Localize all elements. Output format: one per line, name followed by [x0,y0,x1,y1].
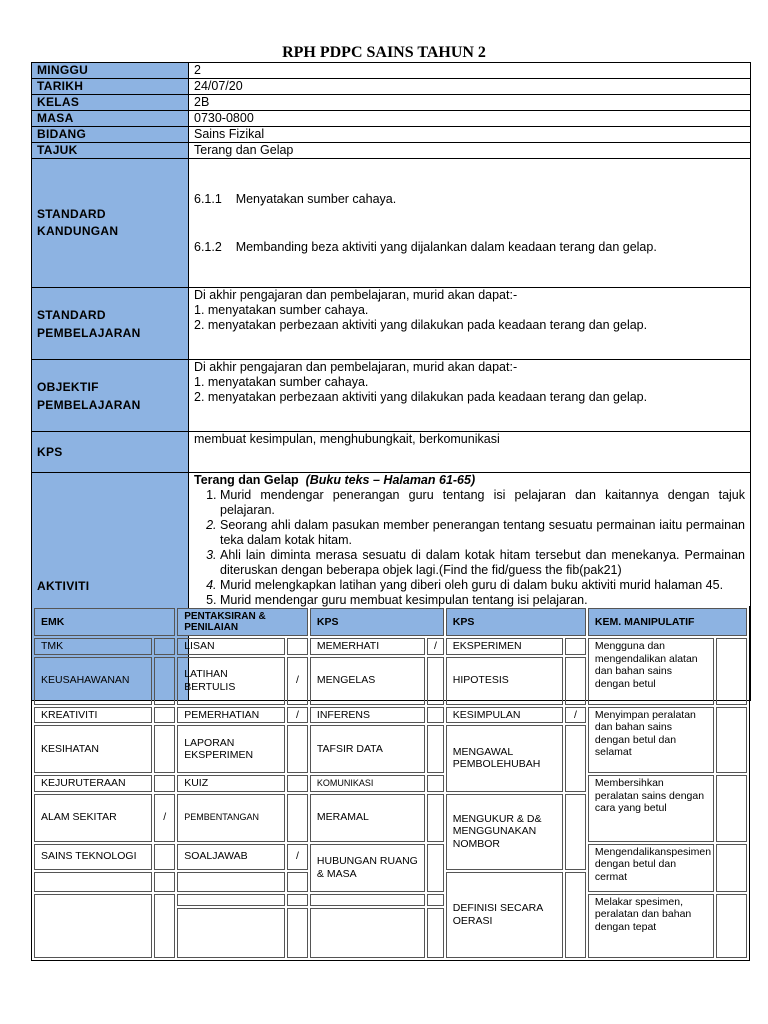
value-kps: membuat kesimpulan, menghubungkait, berkomunikasi [189,432,751,473]
row-objektif [32,360,751,432]
sp-intro: Di akhir pengajaran dan pembelajaran, murid akan dapat:- [194,288,518,302]
manipulatif-check [716,638,748,705]
label-masa: MASA [32,111,189,127]
row-standard-kandungan [32,159,751,288]
assessment-grid [31,606,750,961]
ob-item-1: 1. menyatakan sumber cahaya. [194,375,369,389]
kps1-item: HUBUNGAN RUANG & MASA [310,844,425,892]
grid-header-row [34,608,747,636]
sp-item-1: 1. menyatakan sumber cahaya. [194,303,369,317]
kps1-item [310,908,425,958]
pentaksiran-check [287,908,308,958]
kps2-check [565,872,586,958]
pentaksiran-check [287,894,308,906]
kps1-item: MENGELAS [310,657,425,705]
value-standard-kandungan [189,159,751,288]
emk-check [154,775,175,792]
emk-check [154,725,175,773]
label-standard-kandungan: STANDARD KANDUNGAN [32,159,189,288]
pentaksiran-item: LAPORAN EKSPERIMEN [177,725,285,773]
pentaksiran-check: / [287,844,308,870]
kps2-item: KESIMPULAN [446,707,563,724]
row-masa [32,111,751,127]
row-standard-pembelajaran [32,288,751,360]
manipulatif-check [716,844,748,892]
manipulatif-item: Mengendalikanspesimen dengan betul dan cermat [588,844,714,892]
value-tajuk: Terang dan Gelap [189,143,751,159]
label-objektif: OBJEKTIF PEMBELAJARAN [32,360,189,432]
kps2-check [565,725,586,792]
grid-row [34,844,747,870]
emk-check [154,894,175,958]
kps2-check [565,638,586,655]
aktiviti-reference: (Buku teks – Halaman 61-65) [305,473,476,487]
kps1-check [427,775,444,792]
emk-item: ALAM SEKITAR [34,794,152,842]
value-objektif [189,360,751,432]
pentaksiran-item: PEMERHATIAN [177,707,285,724]
grid-row [34,707,747,724]
value-minggu: 2 [189,63,751,79]
row-bidang [32,127,751,143]
pentaksiran-item: KUIZ [177,775,285,792]
value-kelas: 2B [189,95,751,111]
kps2-check [565,657,586,705]
aktiviti-heading [194,473,745,488]
aktiviti-steps [194,488,745,608]
value-tarikh: 24/07/20 [189,79,751,95]
kps2-item: MENGUKUR & D& MENGGUNAKAN NOMBOR [446,794,563,870]
pentaksiran-item [177,872,285,892]
ob-intro: Di akhir pengajaran dan pembelajaran, murid akan dapat:- [194,360,518,374]
kps1-check [427,707,444,724]
pentaksiran-check: / [287,657,308,705]
kps1-check [427,908,444,958]
kps1-item: MERAMAL [310,794,425,842]
step-5: 5. Murid mendengar guru membuat kesimpulan tentang isi pelajaran. [220,593,745,608]
label-standard-pembelajaran: STANDARD PEMBELAJARAN [32,288,189,360]
sk-line-2: 6.1.2 Membanding beza aktiviti yang dijalankan dalam keadaan terang dan gelap. [194,240,657,254]
label-bidang: BIDANG [32,127,189,143]
pentaksiran-check [287,794,308,842]
header-emk: EMK [34,608,175,636]
pentaksiran-check: / [287,707,308,724]
label-kps: KPS [32,432,189,473]
kps1-check [427,894,444,906]
header-pentaksiran: PENTAKSIRAN & PENILAIAN [177,608,308,636]
row-minggu [32,63,751,79]
pentaksiran-item: LATIHAN BERTULIS [177,657,285,705]
step-2: 2. Seorang ahli dalam pasukan member penerangan tentang sesuatu permainan iaitu permainan teka dalam kotak hitam. [220,518,745,548]
row-kps [32,432,751,473]
emk-item: SAINS TEKNOLOGI [34,844,152,870]
pentaksiran-check [287,725,308,773]
pentaksiran-item [177,894,285,906]
kps1-item: MEMERHATI [310,638,425,655]
row-tajuk [32,143,751,159]
value-standard-pembelajaran [189,288,751,360]
pentaksiran-item: PEMBENTANGAN [177,794,285,842]
manipulatif-item: Melakar spesimen, peralatan dan bahan dengan tepat [588,894,714,958]
pentaksiran-check [287,775,308,792]
emk-item: TMK [34,638,152,655]
kps1-check [427,794,444,842]
emk-item: KESIHATAN [34,725,152,773]
page-title: RPH PDPC SAINS TAHUN 2 [282,44,486,61]
value-masa: 0730-0800 [189,111,751,127]
emk-check [154,657,175,705]
header-kps-2: KPS [446,608,586,636]
emk-check [154,638,175,655]
emk-item [34,872,152,892]
kps2-check: / [565,707,586,724]
kps2-item: DEFINISI SECARA OERASI [446,872,563,958]
kps1-item [310,894,425,906]
kps1-check [427,725,444,773]
kps1-item: TAFSIR DATA [310,725,425,773]
manipulatif-item: Mengguna dan mengendalikan alatan dan bahan sains dengan betul [588,638,714,705]
kps1-check: / [427,638,444,655]
header-kps-1: KPS [310,608,444,636]
step-3: 3. Ahli lain diminta merasa sesuatu di dalam kotak hitam tersebut dan menekanya. Permainan diteruskan dengan beberapa objek lagi.(Find the fid/guess the fib(pak21) [220,548,745,578]
emk-check [154,844,175,870]
kps1-item: KOMUNIKASI [310,775,425,792]
kps2-item: MENGAWAL PEMBOLEHUBAH [446,725,563,792]
kps1-check [427,657,444,705]
kps2-check [565,794,586,870]
emk-item: KEJURUTERAAN [34,775,152,792]
sk-line-1: 6.1.1 Menyatakan sumber cahaya. [194,192,397,206]
emk-item: KEUSAHAWANAN [34,657,152,705]
pentaksiran-check [287,638,308,655]
emk-check: / [154,794,175,842]
grid-row [34,894,747,906]
emk-item [34,894,152,958]
pentaksiran-item: LISAN [177,638,285,655]
row-tarikh [32,79,751,95]
aktiviti-title: Terang dan Gelap [194,473,299,487]
sp-item-2: 2. menyatakan perbezaan aktiviti yang dilakukan pada keadaan terang dan gelap. [194,318,648,332]
value-bidang: Sains Fizikal [189,127,751,143]
manipulatif-item: Membersihkan peralatan sains dengan cara yang betul [588,775,714,842]
grid-row [34,775,747,792]
label-minggu: MINGGU [32,63,189,79]
label-tarikh: TARIKH [32,79,189,95]
manipulatif-check [716,775,748,842]
manipulatif-check [716,894,748,958]
row-kelas [32,95,751,111]
step-4: 4. Murid melengkapkan latihan yang diberi oleh guru di dalam buku aktiviti murid halaman 45. [220,578,745,593]
kps1-item: INFERENS [310,707,425,724]
label-tajuk: TAJUK [32,143,189,159]
label-aktiviti: AKTIVITI [32,473,189,701]
label-kelas: KELAS [32,95,189,111]
header-kem-manipulatif: KEM. MANIPULATIF [588,608,747,636]
pentaksiran-item [177,908,285,958]
pentaksiran-item: SOALJAWAB [177,844,285,870]
pentaksiran-check [287,872,308,892]
manipulatif-item: Menyimpan peralatan dan bahan sains dengan betul dan selamat [588,707,714,774]
ob-item-2: 2. menyatakan perbezaan aktiviti yang dilakukan pada keadaan terang dan gelap. [194,390,648,404]
kps2-item: HIPOTESIS [446,657,563,705]
emk-check [154,707,175,724]
emk-item: KREATIVITI [34,707,152,724]
kps1-check [427,844,444,892]
manipulatif-check [716,707,748,774]
emk-check [154,872,175,892]
kps2-item: EKSPERIMEN [446,638,563,655]
step-1: 1. Murid mendengar penerangan guru tentang isi pelajaran dan kaitannya dengan tajuk pelajaran. [220,488,745,518]
grid-row [34,638,747,655]
